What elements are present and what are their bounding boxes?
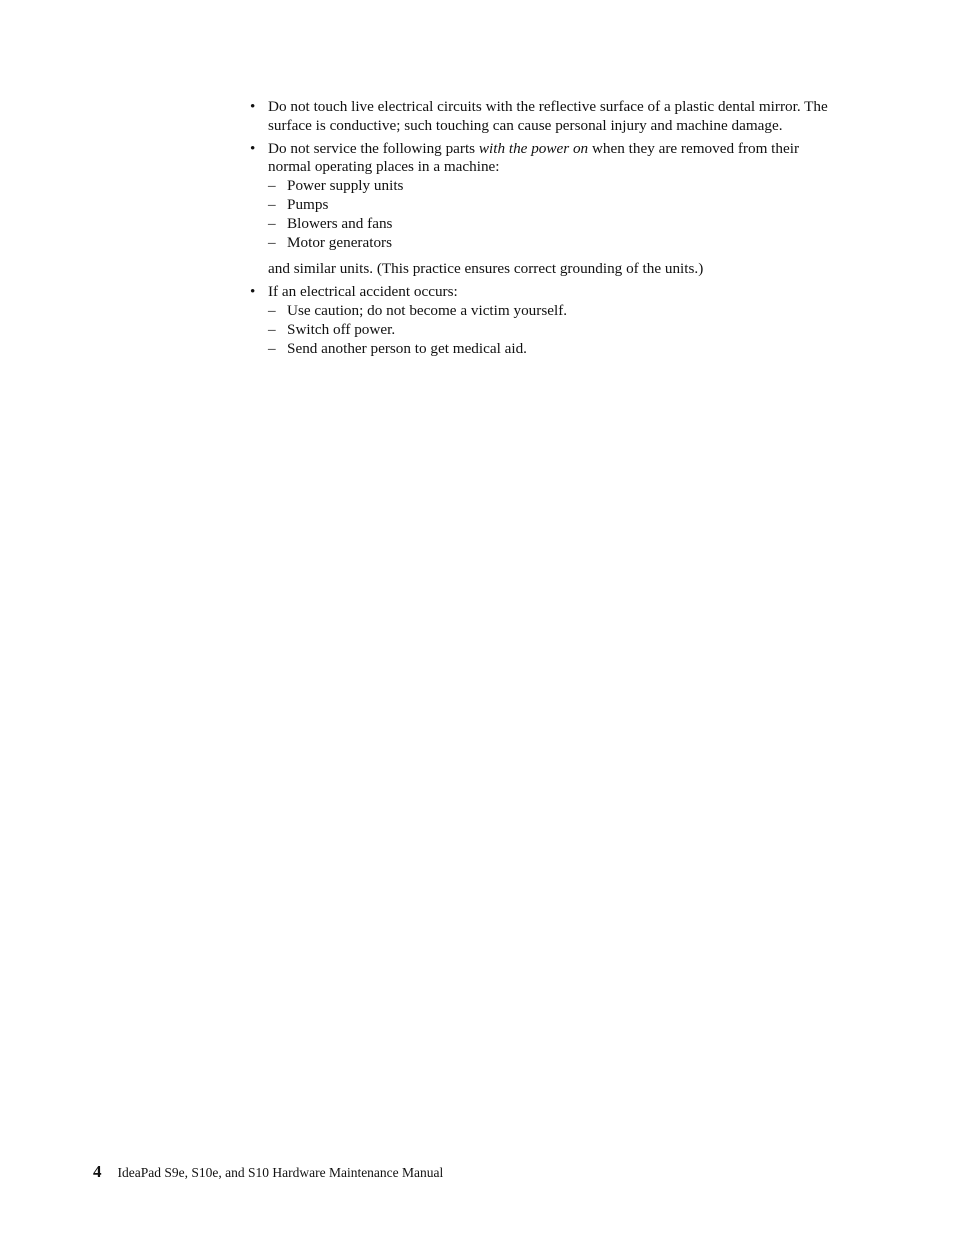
dash-marker: – — [268, 214, 276, 232]
sub-item-text: Use caution; do not become a victim yourself. — [287, 301, 568, 319]
sub-list-item — [268, 177, 840, 196]
bullet-marker: • — [250, 139, 256, 157]
sub-item-text: Motor generators — [287, 233, 393, 251]
list-item — [250, 283, 840, 358]
sub-item-text: Pumps — [287, 195, 329, 213]
bullet-marker: • — [250, 98, 256, 115]
sub-list — [268, 302, 840, 358]
text-segment: when they are removed from their normal operating places in a machine: — [268, 139, 800, 176]
main-content — [250, 98, 840, 358]
page-footer — [93, 1162, 443, 1182]
dash-marker: – — [268, 301, 276, 319]
dash-marker: – — [268, 320, 276, 338]
bullet-text: Do not touch live electrical circuits with the reflective surface of a plastic dental mirror. The surface is conductive; such touching can cause personal injury and machine damage. — [268, 98, 828, 134]
sub-list-item — [268, 196, 840, 215]
emphasis-text: with the power on — [478, 139, 589, 157]
dash-marker: – — [268, 177, 276, 195]
manual-title: IdeaPad S9e, S10e, and S10 Hardware Maintenance Manual — [117, 1165, 444, 1180]
sub-item-text: Power supply units — [287, 177, 404, 195]
bullet-text — [268, 140, 799, 176]
sub-list-item — [268, 321, 840, 340]
page-number: 4 — [93, 1162, 102, 1181]
dash-marker: – — [268, 195, 276, 213]
sub-list-item — [268, 215, 840, 234]
sub-item-text: Send another person to get medical aid. — [287, 339, 527, 357]
sub-item-text: Switch off power. — [287, 320, 396, 338]
sub-list-item — [268, 302, 840, 321]
bullet-marker: • — [250, 283, 256, 301]
sub-list-item — [268, 340, 840, 359]
sub-list-item — [268, 234, 840, 253]
bullet-text: If an electrical accident occurs: — [268, 283, 458, 301]
list-item — [250, 140, 840, 253]
dash-marker: – — [268, 339, 276, 357]
text-segment: Do not service the following parts — [268, 139, 479, 157]
dash-marker: – — [268, 233, 276, 251]
followup-text: and similar units. (This practice ensures correct grounding of the units.) — [268, 260, 704, 278]
sub-list — [268, 177, 840, 252]
sub-item-text: Blowers and fans — [287, 214, 393, 232]
list-item — [250, 98, 840, 136]
